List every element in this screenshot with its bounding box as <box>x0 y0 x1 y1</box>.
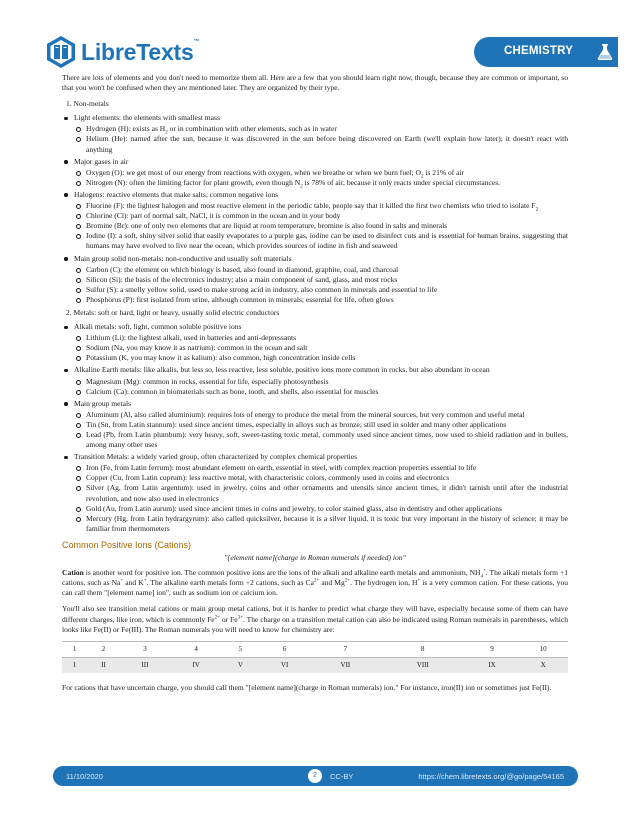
section-heading: 1. Non-metals <box>66 99 109 109</box>
group-item <box>62 190 568 252</box>
element-list <box>74 124 568 154</box>
page-content <box>62 73 568 699</box>
element-list <box>74 410 568 450</box>
element-item: Gold (Au, from Latin aurum): used since ancient times in coins and jewelry, to color stained glass, also in dentistry and other applications <box>74 504 568 514</box>
group-item <box>62 157 568 188</box>
library-banner[interactable] <box>474 37 618 67</box>
element-item: Carbon (C): the element on which biology is based, also found in diamond, graphite, coal, and charcoal <box>74 265 568 275</box>
section-heading: 2. Metals: soft or hard, light or heavy, usually solid electric conductors <box>66 307 280 317</box>
cations-paragraph-2: You'll also see transition metal cations or main group metal cations, but it is harder to predict what charge they will have, especially because some of them can have different charges, like iron, which is commonly $Fe^{2+}$ or $Fe^{3+}$. The charge on a transition metal cation can also be indicated using Roman numerals in parentheses, which looks like Fe(II) or Fe(III). The Roman numerals you will need to know for chemistry are: <box>62 604 568 634</box>
license-label[interactable]: CC-BY <box>330 772 354 781</box>
cations-paragraph-1: Cation is another word for positive ion. The common positive ions are the ions of the alkali and alkaline earth metals and ammonium, $NH_4^+$. The alkali metals form +1 cations, such as Na+ and K+. The alkaline earth metals form +2 cations, such as $Ca^{2+}$ and $Mg^{2+}$. The hydrogen ion, H+ is a very common cation. For these cations, you can call them "[element name] ion", such as sodium ion or calcium ion. <box>62 568 568 598</box>
element-item: Iron (Fe, from Latin ferrum): most abundant element on earth, essential in steel, with complex reaction properties essential to life <box>74 463 568 473</box>
group-title: Alkali metals: soft, light, common soluble positive ions <box>74 322 242 332</box>
group-item <box>62 452 568 534</box>
group-item <box>62 254 568 305</box>
cations-heading: Common Positive Ions (Cations) <box>62 539 192 550</box>
page-number: 2 <box>308 769 322 783</box>
element-list <box>74 168 568 188</box>
roman-numeral-cell: VI <box>258 657 311 673</box>
roman-numerals-table <box>62 641 568 673</box>
roman-numeral-cell: VII <box>311 657 380 673</box>
roman-numeral-cell: III <box>120 657 170 673</box>
element-sections <box>62 99 568 534</box>
element-item: Mercury (Hg, from Latin hydrargyrum): also called quicksilver, because it is a silver liquid, it is toxic but very important in the history of science; it may be familiar from thermometers <box>74 514 568 534</box>
arabic-numeral-cell: 8 <box>380 641 466 657</box>
element-list <box>74 463 568 534</box>
roman-numerals-row <box>62 657 568 673</box>
element-item: Silicon (Si): the basis of the electronics industry; also a main component of sand, glass, and most rocks <box>74 275 568 285</box>
roman-numeral-cell: V <box>222 657 258 673</box>
element-item: Lithium (Li): the lightest alkali, used in batteries and anti-depressants <box>74 333 568 343</box>
element-item: Sulfur (S): a smelly yellow solid, used to make strong acid in industry, also common in minerals and essential to life <box>74 285 568 295</box>
group-title: Light elements: the elements with smallest mass <box>74 113 220 123</box>
element-item: Calcium (Ca): common in biomaterials such as bone, tooth, and shells, also essential for muscles <box>74 387 568 397</box>
element-item: Aluminum (Al, also called aluminium): requires lots of energy to produce the metal from the mineral sources, but very common and useful metal <box>74 410 568 420</box>
element-item: Potassium (K, you may know it as kalium): also common, high concentration inside cells <box>74 353 568 363</box>
roman-numeral-cell: I <box>62 657 87 673</box>
element-item: Lead (Pb, from Latin plumbum): very heavy, soft, sweet-tasting toxic metal, commonly used since ancient times, now used to shield radiation and in bullets, among many other uses <box>74 430 568 450</box>
page-footer <box>53 766 578 786</box>
libretexts-logo[interactable] <box>44 34 199 70</box>
intro-paragraph: There are lots of elements and you don't need to memorize them all. Here are a few that you should learn right now, though, because they are common or important, so that you won't be confused when they are mentioned later. They are organized by their type. <box>62 73 568 93</box>
group-title: Main group solid non-metals: non-conductive and usually soft materials <box>74 253 292 263</box>
element-item: Fluorine (F): the lightest halogen and most reactive element in the periodic table, people say that it killed the first two chemists who tried to isolate $F_2$ <box>74 201 568 211</box>
group-title: Transition Metals: a widely varied group, often characterized by complex chemical properties <box>74 452 358 462</box>
element-item: Oxygen (O): we get most of our energy from reactions with oxygen, when we breathe or when we burn fuel; $O_2$ is 21% of air <box>74 168 568 178</box>
group-list <box>62 113 568 305</box>
group-item <box>62 365 568 396</box>
arabic-numeral-cell: 10 <box>518 641 568 657</box>
arabic-numeral-cell: 9 <box>466 641 519 657</box>
element-item: Iodine (I): a soft, shiny silver solid that easily evaporates to a purple gas, iodine can be used to disinfect cuts and is essential for human brains, suggesting that humans may have evolved to live near the ocean, which provides sources of iodine in fish and seaweed <box>74 231 568 251</box>
element-item: Sodium (Na, you may know it as natrium): common in the ocean and salt <box>74 343 568 353</box>
element-item: Phosphorus (P): first isolated from urine, although common in minerals; essential for life, often glows <box>74 295 568 305</box>
libretexts-logo-icon <box>44 35 78 69</box>
element-item: Helium (He): named after the sun, because it was discovered in the sun before being discovered on Earth (we'll explain how later); it doesn't react with anything <box>74 134 568 154</box>
roman-numeral-cell: VIII <box>380 657 466 673</box>
element-item: Bromine (Br): one of only two elements that are liquid at room temperature, bromine is also found in salts and minerals <box>74 221 568 231</box>
group-title: Halogens: reactive elements that make salts; common negative ions <box>74 189 279 199</box>
element-list <box>74 333 568 363</box>
arabic-numeral-cell: 1 <box>62 641 87 657</box>
group-item <box>62 322 568 363</box>
flask-icon <box>595 42 615 62</box>
element-item: Hydrogen (H): exists as $H_2$ or in combination with other elements, such as in water <box>74 124 568 134</box>
arabic-numeral-cell: 2 <box>87 641 120 657</box>
arabic-numeral-cell: 6 <box>258 641 311 657</box>
group-item <box>62 113 568 154</box>
footer-date: 11/10/2020 <box>66 772 103 781</box>
element-item: Nitrogen (N): often the limiting factor for plant growth, even though $N_2$ is 78% of air, because it only reacts under special circumstances. <box>74 178 568 188</box>
element-item: Magnesium (Mg): common in rocks, essential for life, especially photosynthesis <box>74 377 568 387</box>
group-title: Main group metals <box>74 398 132 408</box>
arabic-numerals-row <box>62 641 568 657</box>
roman-numeral-cell: IV <box>170 657 223 673</box>
group-title: Alkaline Earth metals: like alkalis, but less so, less reactive, less soluble, positive ions more common in rocks, but also abundant in ocean <box>74 365 490 375</box>
element-item: Chlorine (Cl): part of normal salt, NaCl, it is common in the ocean and in your body <box>74 211 568 221</box>
cations-paragraph-3: For cations that have uncertain charge, you should call them "[element name](charge in Roman numerals) ion." For instance, iron(II) ion or sometimes just Fe(II). <box>62 682 552 692</box>
element-list <box>74 201 568 251</box>
page-url-link[interactable]: https://chem.libretexts.org/@go/page/54165 <box>418 772 564 781</box>
page-header <box>0 0 630 76</box>
element-list <box>74 377 568 397</box>
arabic-numeral-cell: 3 <box>120 641 170 657</box>
library-label: CHEMISTRY <box>504 45 574 57</box>
element-list <box>74 265 568 305</box>
arabic-numeral-cell: 5 <box>222 641 258 657</box>
group-title: Major gases in air <box>74 156 129 166</box>
group-item <box>62 399 568 450</box>
roman-numeral-cell: IX <box>466 657 519 673</box>
element-item: Silver (Ag, from Latin argentum): used in jewelry, coins and other ornaments and utensils since ancient times, it didn't tarnish until after the industrial revolution, and now also used in electronics <box>74 483 568 503</box>
roman-numeral-cell: II <box>87 657 120 673</box>
naming-formula: "[element name](charge in Roman numerals if needed) ion" <box>224 553 406 563</box>
roman-numeral-cell: X <box>518 657 568 673</box>
logo-text: LibreTexts™ <box>81 38 200 65</box>
arabic-numeral-cell: 7 <box>311 641 380 657</box>
element-item: Tin (Sn, from Latin stannum): used since ancient times, especially in alloys such as bronze; still used in solder and many other applications <box>74 420 568 430</box>
element-item: Copper (Cu, from Latin cuprum): less reactive metal, with characteristic colors, commonly used in coins and electronics <box>74 473 568 483</box>
group-list <box>62 322 568 534</box>
arabic-numeral-cell: 4 <box>170 641 223 657</box>
